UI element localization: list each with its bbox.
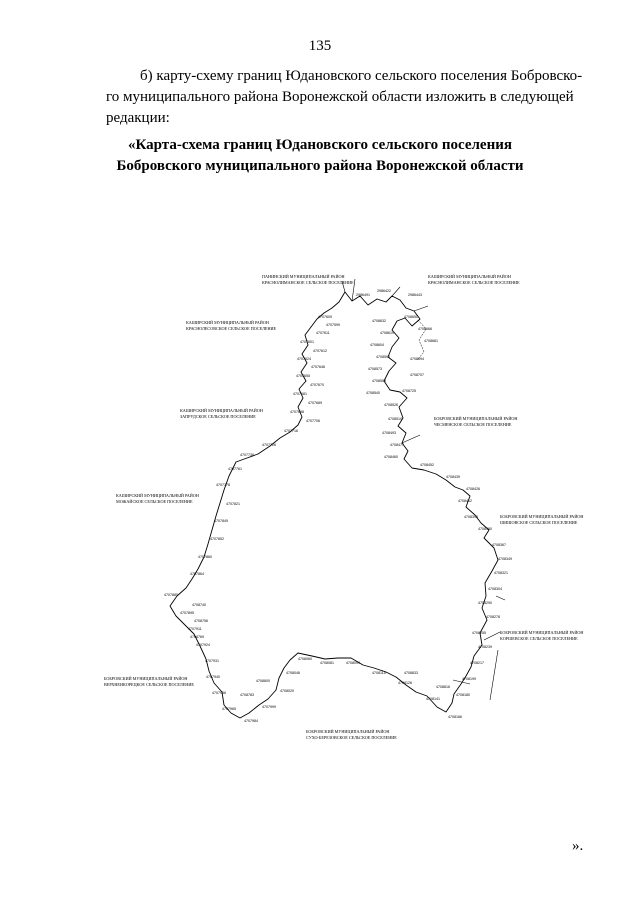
- point-label: 4707670: [310, 383, 324, 387]
- point-label: 4708460: [384, 455, 398, 459]
- point-label: 4708255: [472, 631, 486, 635]
- point-label: 4707716: [284, 429, 298, 433]
- point-label: 4707931: [205, 659, 219, 663]
- region-label: СУХО-БЕРЕЗОВСКОЕ СЕЛЬСКОЕ ПОСЕЛЕНИЕ: [306, 735, 397, 740]
- region-label: БОБРОВСКИЙ МУНИЦИПАЛЬНЫЙ РАЙОН: [500, 630, 584, 635]
- point-label: 4708573: [368, 367, 382, 371]
- point-label: 4707885: [164, 593, 178, 597]
- boundary-line: [170, 292, 498, 718]
- region-label: КРАСНОЛЕСОВСКОЕ СЕЛЬСКОЕ ПОСЕЛЕНИЕ: [186, 326, 277, 331]
- region-label: КРАСНОЛИМАНСКОЕ СЕЛЬСКОЕ ПОСЕЛЕНИЕ: [428, 280, 520, 285]
- point-label: 4708426: [466, 487, 480, 491]
- point-label: 2986422: [377, 289, 391, 293]
- point-label: 4707761: [228, 467, 242, 471]
- point-label: 4707984: [244, 719, 258, 723]
- point-label: 4708126: [398, 681, 412, 685]
- point-label: 4707726: [262, 443, 276, 447]
- region-label: БОБРОВСКИЙ МУНИЦИПАЛЬНЫЙ РАЙОН: [306, 729, 390, 734]
- point-label: 4708493: [382, 431, 396, 435]
- region-label: КАШИРСКИЙ МУНИЦИПАЛЬНЫЙ РАЙОН: [180, 408, 263, 413]
- region-label: ЗАПРУДСКОЕ СЕЛЬСКОЕ ПОСЕЛЕНИЕ: [180, 414, 256, 419]
- point-label: 4708833: [404, 671, 418, 675]
- point-label: 2986491: [356, 293, 370, 297]
- point-label: 4708604: [370, 343, 384, 347]
- point-label: 4708783: [240, 693, 254, 697]
- point-label: 4707736: [240, 453, 254, 457]
- point-label: 4707599: [326, 323, 340, 327]
- point-label: 4707911: [188, 627, 202, 631]
- point-label: 4708304: [488, 587, 502, 591]
- point-label: 4708217: [470, 661, 484, 665]
- point-label: 4708380: [478, 527, 492, 531]
- point-label: 4707689: [308, 401, 322, 405]
- point-label: 4708115: [372, 671, 386, 675]
- point-label: 4708060: [298, 657, 312, 661]
- point-label: 4707612: [313, 349, 327, 353]
- point-label: 4707609: [318, 315, 332, 319]
- intro-line-3: редакции:: [106, 110, 170, 126]
- region-label: ВЕРХНЕИКОРЕЦКОЕ СЕЛЬСКОЕ ПОСЕЛЕНИЕ: [104, 682, 194, 687]
- point-label: 4707924: [196, 643, 210, 647]
- region-label: БОБРОВСКИЙ МУНИЦИПАЛЬНЫЙ РАЙОН: [104, 676, 188, 681]
- point-label: 4708367: [492, 543, 506, 547]
- point-label: 4707646: [311, 365, 325, 369]
- point-label: 4708666: [418, 327, 432, 331]
- point-label: 4708141: [426, 697, 440, 701]
- point-label: 4708452: [420, 463, 434, 467]
- point-label: 4707778: [216, 483, 230, 487]
- point-label: 4708590: [376, 355, 390, 359]
- point-label: 4707849: [214, 519, 228, 523]
- point-label: 4708681: [424, 339, 438, 343]
- point-label: 4707821: [226, 502, 240, 506]
- point-label: 4708278: [486, 615, 500, 619]
- point-label: 4708725: [402, 389, 416, 393]
- point-label: 4708740: [192, 603, 206, 607]
- region-label: ПАНИНСКИЙ МУНИЦИПАЛЬНЫЙ РАЙОН: [262, 274, 345, 279]
- point-label: 4708239: [478, 645, 492, 649]
- region-label: КАШИРСКИЙ МУНИЦИПАЛЬНЫЙ РАЙОН: [116, 493, 199, 498]
- point-label: 4707611: [316, 331, 330, 335]
- point-label: 4707965: [222, 707, 236, 711]
- point-label: 4708540: [366, 391, 380, 395]
- point-label: 4708769: [190, 635, 204, 639]
- point-label: 4708020: [280, 689, 294, 693]
- point-label: 4707624: [297, 357, 311, 361]
- point-label: 4708180: [456, 693, 470, 697]
- page-number: 135: [308, 38, 332, 54]
- region-label: МОЖАЙСКОЕ СЕЛЬСКОЕ ПОСЕЛЕНИЕ: [116, 499, 193, 504]
- region-label: БОБРОВСКИЙ МУНИЦИПАЛЬНЫЙ РАЙОН: [500, 514, 584, 519]
- point-label: 4708199: [462, 677, 476, 681]
- point-label: 4708650: [404, 315, 418, 319]
- point-label: 4708694: [410, 357, 424, 361]
- region-label: ЧЕСМЕНСКОЕ СЕЛЬСКОЕ ПОСЕЛЕНИЕ: [434, 422, 512, 427]
- region-label: КРАСНОЛИМАНСКОЕ СЕЛЬСКОЕ ПОСЕЛЕНИЕ: [262, 280, 354, 285]
- point-label: 4708526: [384, 403, 398, 407]
- point-label: 4708166: [448, 715, 462, 719]
- intro-line-1: б) карту-схему границ Юдановского сельского поселения Бобровско-: [140, 68, 583, 84]
- region-labels: [104, 274, 583, 740]
- point-label: 4707706: [306, 419, 320, 423]
- point-label: 4708395: [464, 515, 478, 519]
- point-label: 4708290: [478, 601, 492, 605]
- closing-mark: ».: [572, 838, 584, 854]
- intro-line-2: го муниципального района Воронежской области изложить в следующей: [106, 89, 574, 105]
- point-label: 4707681: [293, 392, 307, 396]
- point-label: 4708510: [388, 417, 402, 421]
- point-label: 4707852: [210, 537, 224, 541]
- point-label: 4708632: [372, 319, 386, 323]
- point-label: 4707864: [190, 572, 204, 576]
- point-label: 2986443: [408, 293, 422, 297]
- point-label: 4707999: [262, 705, 276, 709]
- point-label: 4708099: [346, 661, 360, 665]
- point-label: 4707860: [198, 555, 212, 559]
- point-label: 4708439: [446, 475, 460, 479]
- region-label: КОРШЕВСКОЕ СЕЛЬСКОЕ ПОСЕЛЕНИЕ: [500, 636, 578, 641]
- point-label: 4708412: [458, 499, 472, 503]
- point-label: 4707698: [290, 410, 304, 414]
- point-label: 4708477: [390, 443, 404, 447]
- point-label: 4708046: [286, 671, 300, 675]
- point-label: 4707940: [206, 675, 220, 679]
- map-title-line-2: Бобровского муниципального района Воронежской области: [116, 158, 524, 174]
- point-label: 4707956: [212, 691, 226, 695]
- point-label: 4708619: [380, 331, 394, 335]
- point-label: 4708349: [498, 557, 512, 561]
- point-label: 4707895: [180, 611, 194, 615]
- point-label: 4707655: [296, 374, 310, 378]
- point-label: 4708321: [494, 571, 508, 575]
- point-label: 4707601: [300, 340, 314, 344]
- region-label: КАШИРСКИЙ МУНИЦИПАЛЬНЫЙ РАЙОН: [428, 274, 511, 279]
- region-label: БОБРОВСКИЙ МУНИЦИПАЛЬНЫЙ РАЙОН: [434, 416, 518, 421]
- point-label: 4708756: [194, 619, 208, 623]
- map-title-line-1: «Карта-схема границ Юдановского сельского поселения: [127, 137, 512, 153]
- point-label: 4708707: [410, 373, 424, 377]
- point-label: 4708081: [320, 661, 334, 665]
- point-label: 4708816: [436, 685, 450, 689]
- region-label: КАШИРСКИЙ МУНИЦИПАЛЬНЫЙ РАЙОН: [186, 320, 269, 325]
- point-label: 4708800: [256, 679, 270, 683]
- point-label: 4708559: [372, 379, 386, 383]
- region-label: ШИШОВСКОЕ СЕЛЬСКОЕ ПОСЕЛЕНИЕ: [500, 520, 578, 525]
